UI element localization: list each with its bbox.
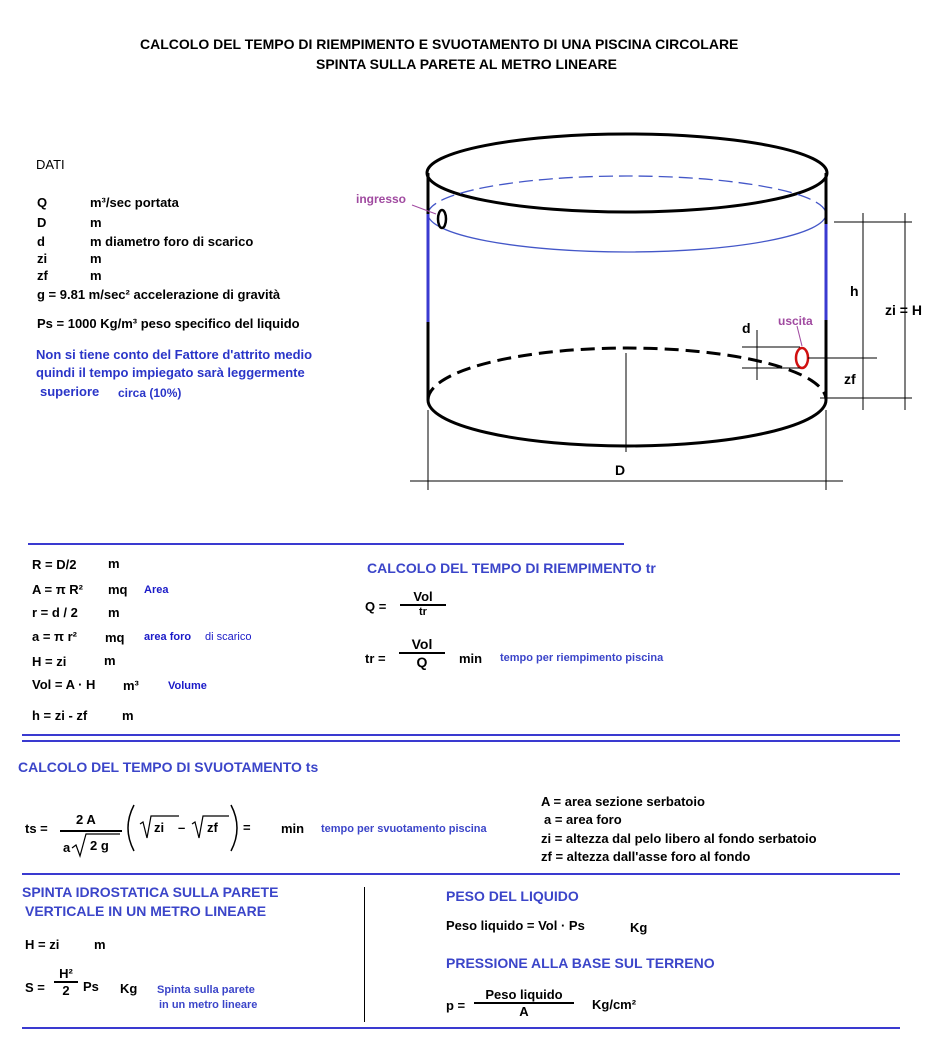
formula-r-big-unit: m	[108, 556, 120, 571]
spinta-heading-line2: VERTICALE IN UN METRO LINEARE	[25, 903, 267, 919]
dati-sym-d-big: D	[37, 215, 47, 230]
p-denominator: A	[519, 1003, 529, 1019]
formula-h-big: H = zi	[32, 654, 67, 669]
spinta-heading-line1: SPINTA IDROSTATICA SULLA PARETE	[22, 884, 279, 900]
label-diameter: D	[615, 462, 626, 478]
page-title-line1: CALCOLO DEL TEMPO DI RIEMPIMENTO E SVUOTAMENTO DI UNA PISCINA CIRCOLARE	[140, 36, 739, 52]
label-zi-h: zi = H	[885, 302, 922, 318]
formula-vol-note: Volume	[168, 680, 207, 692]
formula-area: A = π R²	[32, 582, 84, 597]
dati-unit-d: m diametro foro di scarico	[90, 234, 254, 249]
spinta-note2: in un metro lineare	[159, 999, 258, 1011]
spinta-ps: Ps	[83, 979, 99, 994]
dati-unit-q: m³/sec portata	[90, 195, 179, 210]
formula-r: r = d / 2	[32, 605, 78, 620]
page-title-line2: SPINTA SULLA PARETE AL METRO LINEARE	[316, 56, 618, 72]
spinta-denominator: 2	[62, 982, 70, 998]
formula-r-unit: m	[108, 605, 120, 620]
tr-note: tempo per riempimento piscina	[500, 652, 664, 664]
spinta-unit: Kg	[120, 981, 138, 996]
formula-r-big: R = D/2	[32, 557, 77, 572]
formula-a-unit: mq	[105, 630, 125, 645]
dati-note-line1: Non si tiene conto del Fattore d'attrito medio	[36, 347, 313, 362]
tr-lhs: tr =	[365, 651, 386, 666]
formula-h-big-unit: m	[104, 653, 116, 668]
riempimento-heading: CALCOLO DEL TEMPO DI RIEMPIMENTO tr	[367, 560, 656, 576]
q-denominator: tr	[419, 605, 427, 618]
ts-note: tempo per svuotamento piscina	[321, 823, 487, 835]
dati-heading: DATI	[36, 157, 65, 172]
formula-vol: Vol = A · H	[32, 677, 96, 692]
spinta-numerator: H²	[59, 966, 73, 981]
p-unit: Kg/cm²	[592, 997, 637, 1012]
dati-sym-q: Q	[37, 195, 48, 210]
dati-unit-zf: m	[90, 268, 102, 283]
ts-equals: =	[243, 820, 251, 835]
ts-numerator: 2 A	[76, 812, 96, 827]
label-uscita: uscita	[778, 314, 813, 328]
dati-note-line2: quindi il tempo impiegato sarà leggermente	[36, 365, 305, 380]
tr-denominator: Q	[416, 653, 428, 670]
spinta-fraction	[54, 966, 78, 998]
spinta-note1: Spinta sulla parete	[157, 984, 255, 996]
peso-unit: Kg	[630, 920, 648, 935]
ts-unit: min	[281, 821, 305, 836]
formula-a-note2: di scarico	[205, 631, 252, 643]
formula-vol-unit: m³	[123, 678, 139, 693]
spinta-h-unit: m	[94, 937, 106, 952]
label-d: d	[742, 320, 751, 336]
p-lhs: p =	[446, 998, 466, 1013]
pressione-heading: PRESSIONE ALLA BASE SUL TERRENO	[446, 955, 715, 971]
label-zf: zf	[844, 371, 856, 387]
legend-line2: a = area foro	[544, 812, 622, 827]
formula-area-note: Area	[144, 584, 169, 596]
dati-note-circa: circa (10%)	[118, 386, 182, 400]
peso-formula: Peso liquido = Vol · Ps	[446, 918, 585, 933]
formula-area-unit: mq	[108, 582, 128, 597]
legend-line3: zi = altezza dal pelo libero al fondo serbatoio	[541, 831, 817, 846]
ts-zf: zf	[207, 820, 218, 835]
tr-unit: min	[459, 651, 483, 666]
spinta-s-lhs: S =	[25, 980, 45, 995]
ts-den-root: 2 g	[90, 838, 109, 853]
ts-minus: –	[178, 820, 186, 835]
q-numerator: Vol	[413, 589, 433, 604]
ts-zi: zi	[154, 820, 165, 835]
ts-den-a: a	[63, 840, 71, 855]
label-h: h	[850, 283, 859, 299]
p-fraction	[474, 987, 574, 1019]
peso-heading: PESO DEL LIQUIDO	[446, 888, 579, 904]
svuotamento-heading: CALCOLO DEL TEMPO DI SVUOTAMENTO ts	[18, 759, 319, 775]
q-lhs: Q =	[365, 599, 387, 614]
formula-h-unit: m	[122, 708, 134, 723]
formula-a: a = π r²	[32, 629, 77, 644]
dati-sym-zi: zi	[37, 251, 48, 266]
dati-ps: Ps = 1000 Kg/m³ peso specifico del liquido	[37, 316, 300, 331]
label-ingresso: ingresso	[356, 192, 407, 206]
legend-line4: zf = altezza dall'asse foro al fondo	[541, 849, 751, 864]
legend-line1: A = area sezione serbatoio	[541, 794, 705, 809]
spinta-h: H = zi	[25, 937, 60, 952]
dati-sym-zf: zf	[37, 268, 48, 283]
p-numerator: Peso liquido	[485, 987, 563, 1002]
dati-gravity: g = 9.81 m/sec² accelerazione di gravità	[37, 287, 281, 302]
dati-note-line3: superiore	[40, 384, 100, 399]
dati-unit-d-big: m	[90, 215, 102, 230]
tr-numerator: Vol	[411, 636, 433, 652]
ts-lhs: ts =	[25, 821, 48, 836]
dati-unit-zi: m	[90, 251, 102, 266]
formula-a-note1: area foro	[144, 631, 192, 643]
dati-sym-d: d	[37, 234, 45, 249]
formula-h: h = zi - zf	[32, 708, 88, 723]
